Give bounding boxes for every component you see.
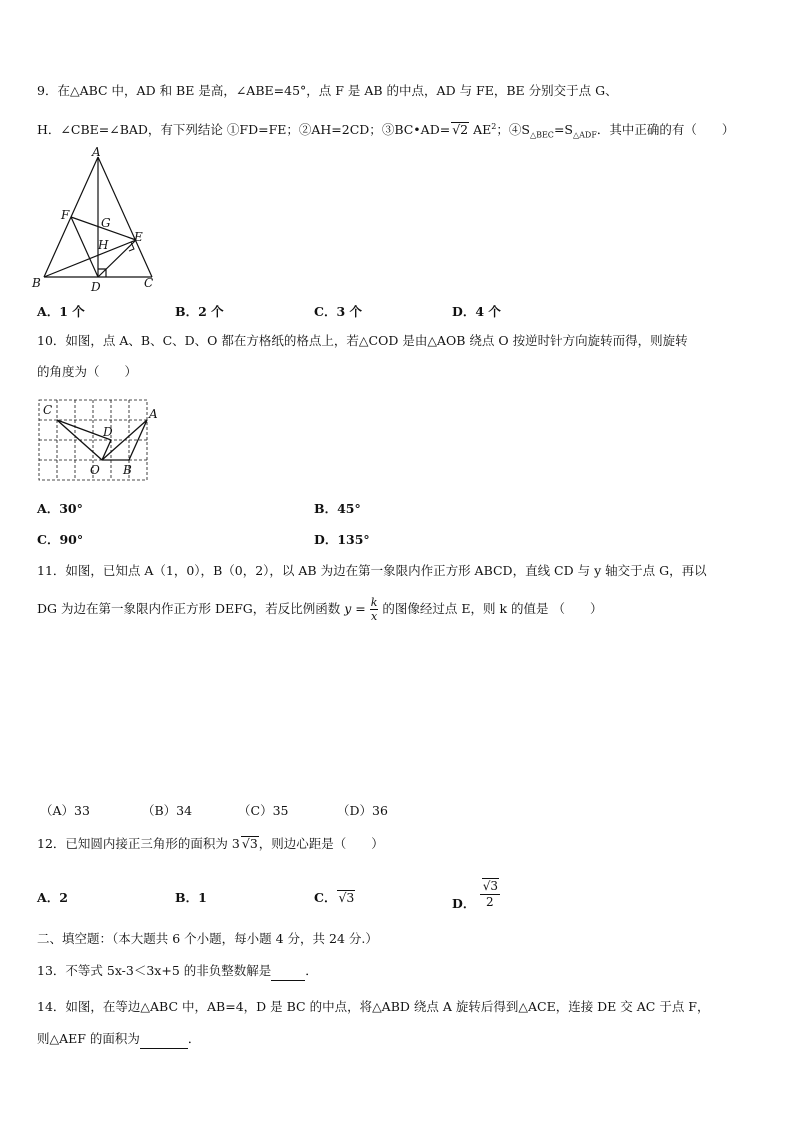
q11-option-b[interactable]: （B）34 [142, 803, 193, 818]
label-B: B [123, 463, 132, 477]
label-C: C [144, 276, 154, 290]
q12-option-d[interactable]: D． $\frac{√3}{2}$ [452, 879, 498, 911]
q9-stem-line2: H．∠CBE=∠BAD，有下列结论 ①FD=FE；②AH=2CD；③BC•AD= √2 $AE^2$；$④S_{\triangle BEC}=S_{\triangle ADF}$．其中正确的有（ ） [37, 122, 735, 140]
q10-option-b[interactable]: B．45° [314, 501, 361, 516]
q9-triangle-figure [30, 145, 165, 293]
q12-stem: 12．已知圆内接正三角形的面积为 3 √3，则边心距是（ ） [37, 836, 384, 851]
q11-option-d[interactable]: （D）36 [337, 803, 388, 818]
q12-option-b[interactable]: B．1 [175, 890, 207, 905]
q9-option-a[interactable]: A．1 个 [37, 304, 85, 319]
q10-option-a[interactable]: A．30° [37, 501, 83, 516]
label-H: H [98, 238, 109, 252]
label-B: B [32, 276, 41, 290]
q13-stem: 13．不等式 5x-3＜3x+5 的非负整数解是 ． [37, 962, 318, 981]
q11-stem-line2: DG 为边在第一象限内作正方形 DEFG，若反比例函数 y = $\frac{k}{x}$ 的图像经过点 E，则 k 的值是 （ ） [37, 596, 603, 623]
q10-stem-line2: 的角度为（ ） [37, 364, 138, 379]
q11-option-a[interactable]: （A）33 [40, 803, 90, 818]
q12-option-c[interactable]: C． √3 [314, 890, 355, 905]
label-E: E [134, 230, 143, 244]
q10-option-d[interactable]: D．135° [314, 532, 370, 547]
segment-OD [102, 440, 111, 460]
q12-option-a[interactable]: A．2 [37, 890, 68, 905]
label-F: F [61, 208, 70, 222]
q10-option-c[interactable]: C．90° [37, 532, 84, 547]
label-A: A [92, 145, 101, 159]
q10-stem-line1: 10．如图，点 A、B、C、D、O 都在方格纸的格点上，若△COD 是由△AOB 绕点 O 按逆时针方向旋转而得，则旋转 [37, 333, 688, 348]
q11-option-c[interactable]: （C）35 [238, 803, 289, 818]
q10-grid-figure [30, 396, 160, 486]
label-C: C [43, 403, 53, 417]
q14-stem-line1: 14．如图，在等边△ABC 中，AB=4，D 是 BC 的中点，将△ABD 绕点 A 旋转后得到△ACE，连接 DE 交 AC 于点 F， [37, 999, 710, 1014]
label-O: O [90, 463, 100, 477]
q13-answer-blank[interactable] [271, 962, 305, 981]
label-G: G [101, 216, 111, 230]
section-heading-fill-blank: 二、填空题：（本大题共 6 个小题，每小题 4 分，共 24 分.） [37, 931, 378, 946]
q14-stem-line2: 则△AEF 的面积为 ． [37, 1030, 200, 1049]
label-A: A [149, 407, 158, 421]
q9-stem-line1: 9．在△ABC 中，AD 和 BE 是高，∠ABE=45°，点 F 是 AB 的中点，AD 与 FE，BE 分别交于点 G、 [37, 83, 618, 98]
q11-stem-line1: 11．如图，已知点 A（1，0），B（0，2），以 AB 为边在第一象限内作正方形 ABCD，直线 CD 与 y 轴交于点 G，再以 [37, 563, 707, 578]
label-D: D [103, 425, 113, 439]
sqrt-symbol: √3 [241, 836, 258, 851]
q9-option-c[interactable]: C．3 个 [314, 304, 362, 319]
q9-option-b[interactable]: B．2 个 [175, 304, 224, 319]
q14-answer-blank[interactable] [140, 1030, 188, 1049]
sqrt-symbol: √2 [452, 122, 469, 138]
fraction-sqrt3-over-2: $\frac{√3}{2}$ [480, 878, 500, 910]
q9-option-d[interactable]: D．4 个 [452, 304, 501, 319]
sqrt-symbol: √3 [338, 890, 355, 905]
label-D: D [91, 280, 101, 293]
fraction-k-over-x: $\frac{k}{x}$ [370, 596, 378, 623]
segment-FD [71, 217, 98, 277]
